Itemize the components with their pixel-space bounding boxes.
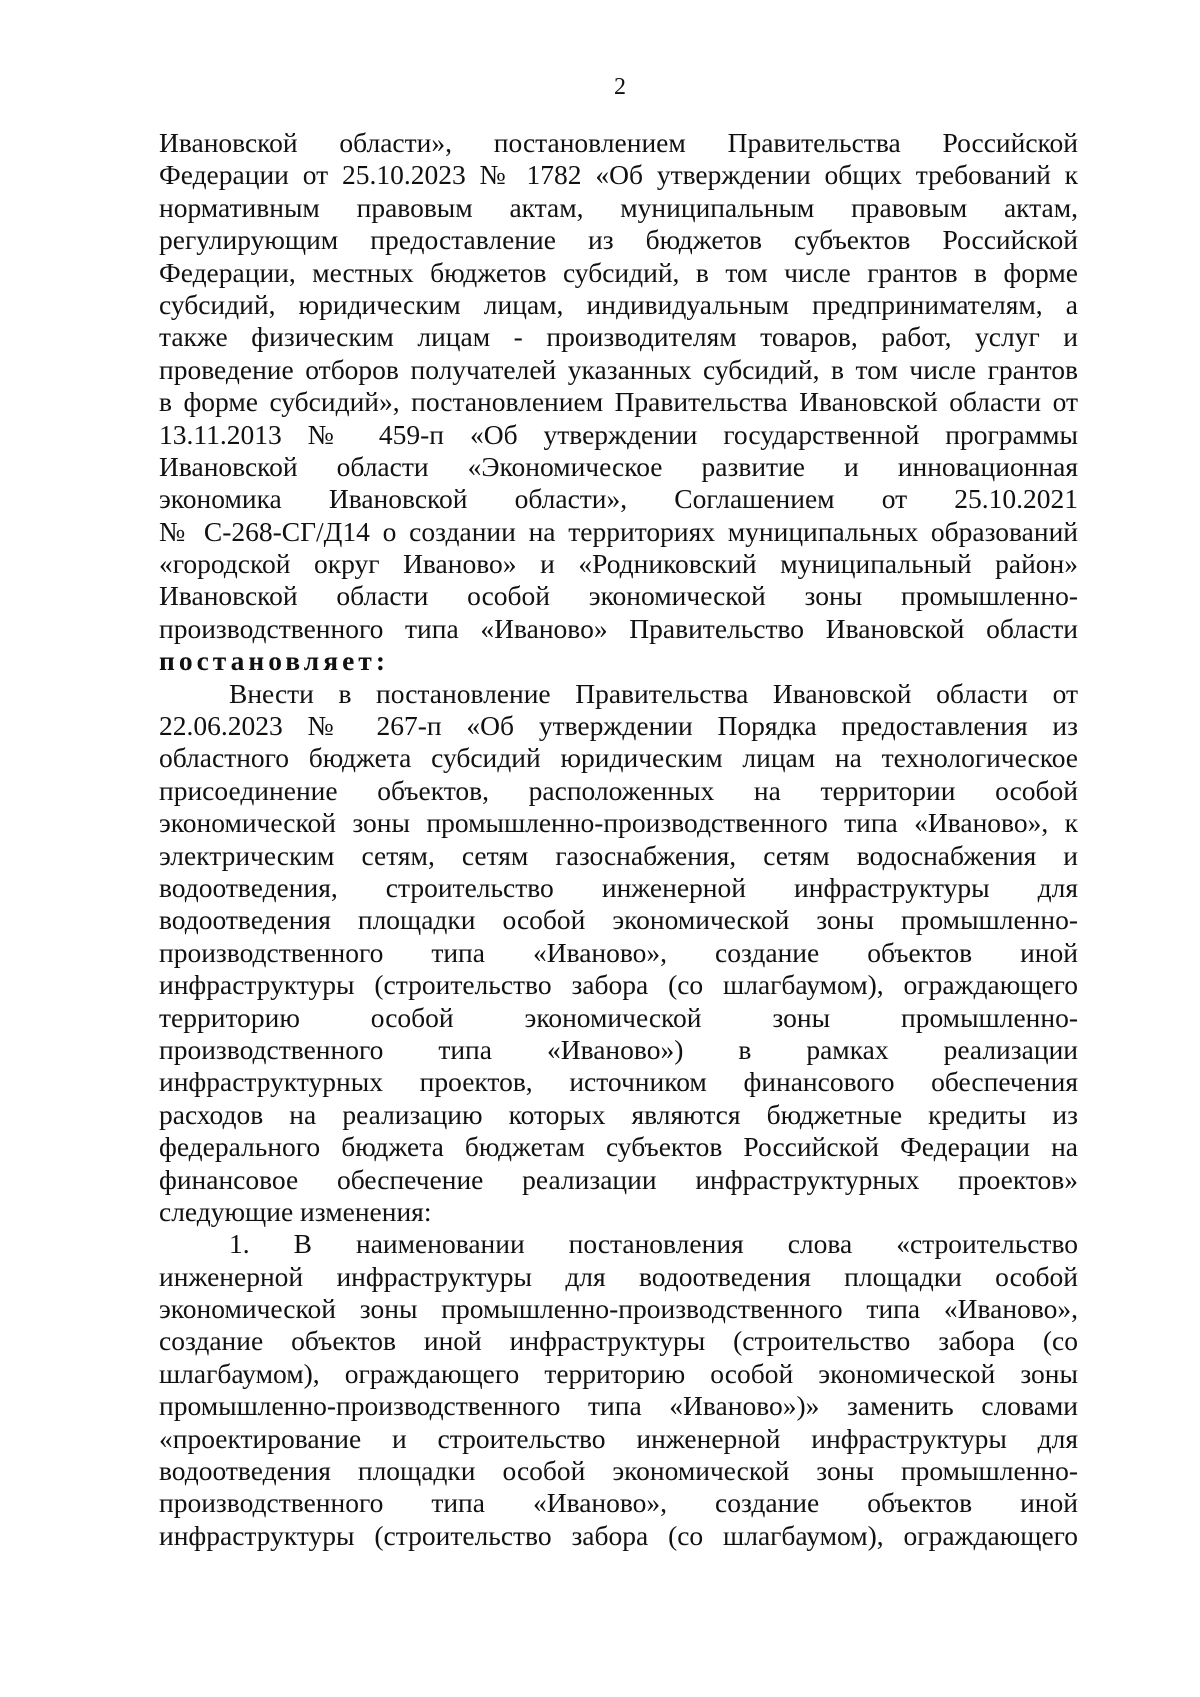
document-body	[159, 127, 1078, 1552]
text-line: экономика Ивановской области», Соглашением от 25.10.2021	[159, 483, 1078, 515]
text-line: инженерной инфраструктуры для водоотведения площадки особой	[159, 1260, 1078, 1292]
text-line: производственного типа «Иваново») в рамках реализации	[159, 1033, 1078, 1065]
page-number: 2	[614, 74, 626, 100]
text-line: Федерации, местных бюджетов субсидий, в том числе грантов в форме	[159, 256, 1078, 288]
text-line: присоединение объектов, расположенных на территории особой	[159, 774, 1078, 806]
text-line: № С-268-СГ/Д14 о создании на территориях муниципальных образований	[159, 515, 1078, 547]
text-line: Ивановской области», постановлением Правительства Российской	[159, 127, 1078, 158]
text-line: шлагбаумом), ограждающего территорию особой экономической зоны	[159, 1357, 1078, 1389]
text-line: регулирующим предоставление из бюджетов субъектов Российской	[159, 224, 1078, 256]
text-line: «городской округ Иваново» и «Родниковский муниципальный район»	[159, 548, 1078, 580]
text-line: создание объектов иной инфраструктуры (строительство забора (со	[159, 1325, 1078, 1357]
text-line: водоотведения площадки особой экономической зоны промышленно-	[159, 904, 1078, 936]
text-line: следующие изменения:	[159, 1195, 432, 1227]
text-line: областного бюджета субсидий юридическим лицам на технологическое	[159, 742, 1078, 774]
text-line: водоотведения площадки особой экономической зоны промышленно-	[159, 1455, 1078, 1487]
text-line: проведение отборов получателей указанных субсидий, в том числе грантов	[159, 353, 1078, 385]
text-line: 13.11.2013 № 459-п «Об утверждении государственной программы	[159, 418, 1078, 450]
text-line: производственного типа «Иваново» Правительство Ивановской области	[159, 612, 1078, 644]
text-line: федерального бюджета бюджетам субъектов Российской Федерации на	[159, 1131, 1078, 1163]
text-line: расходов на реализацию которых являются бюджетные кредиты из	[159, 1098, 1078, 1130]
text-line: экономической зоны промышленно-производственного типа «Иваново», к	[159, 807, 1078, 839]
text-line: водоотведения, строительство инженерной инфраструктуры для	[159, 871, 1078, 903]
text-line: Ивановской области «Экономическое развитие и инновационная	[159, 450, 1078, 482]
text-line: производственного типа «Иваново», создание объектов иной	[159, 936, 1078, 968]
resolution-keyword: постановляет:	[159, 645, 389, 677]
text-line: инфраструктуры (строительство забора (со шлагбаумом), ограждающего	[159, 969, 1078, 1001]
text-line: 1. В наименовании постановления слова «строительство	[229, 1228, 1078, 1260]
text-line: финансовое обеспечение реализации инфраструктурных проектов»	[159, 1163, 1078, 1195]
text-line: Ивановской области особой экономической зоны промышленно-	[159, 580, 1078, 612]
text-line: субсидий, юридическим лицам, индивидуальным предпринимателям, а	[159, 288, 1078, 320]
text-line: инфраструктуры (строительство забора (со шлагбаумом), ограждающего	[159, 1519, 1078, 1551]
text-line: инфраструктурных проектов, источником финансового обеспечения	[159, 1066, 1078, 1098]
text-line: электрическим сетям, сетям газоснабжения, сетям водоснабжения и	[159, 839, 1078, 871]
text-line: 22.06.2023 № 267-п «Об утверждении Порядка предоставления из	[159, 710, 1078, 742]
text-line: Внести в постановление Правительства Ивановской области от	[229, 677, 1078, 709]
text-line: производственного типа «Иваново», создание объектов иной	[159, 1487, 1078, 1519]
text-line: в форме субсидий», постановлением Правительства Ивановской области от	[159, 386, 1078, 418]
text-line: также физическим лицам - производителям товаров, работ, услуг и	[159, 321, 1078, 353]
text-line: территорию особой экономической зоны промышленно-	[159, 1001, 1078, 1033]
text-line: нормативным правовым актам, муниципальным правовым актам,	[159, 191, 1078, 223]
text-line: «проектирование и строительство инженерной инфраструктуры для	[159, 1422, 1078, 1454]
text-line: Федерации от 25.10.2023 № 1782 «Об утверждении общих требований к	[159, 159, 1078, 191]
text-line: промышленно-производственного типа «Иваново»)» заменить словами	[159, 1390, 1078, 1422]
text-line: экономической зоны промышленно-производственного типа «Иваново»,	[159, 1293, 1078, 1325]
